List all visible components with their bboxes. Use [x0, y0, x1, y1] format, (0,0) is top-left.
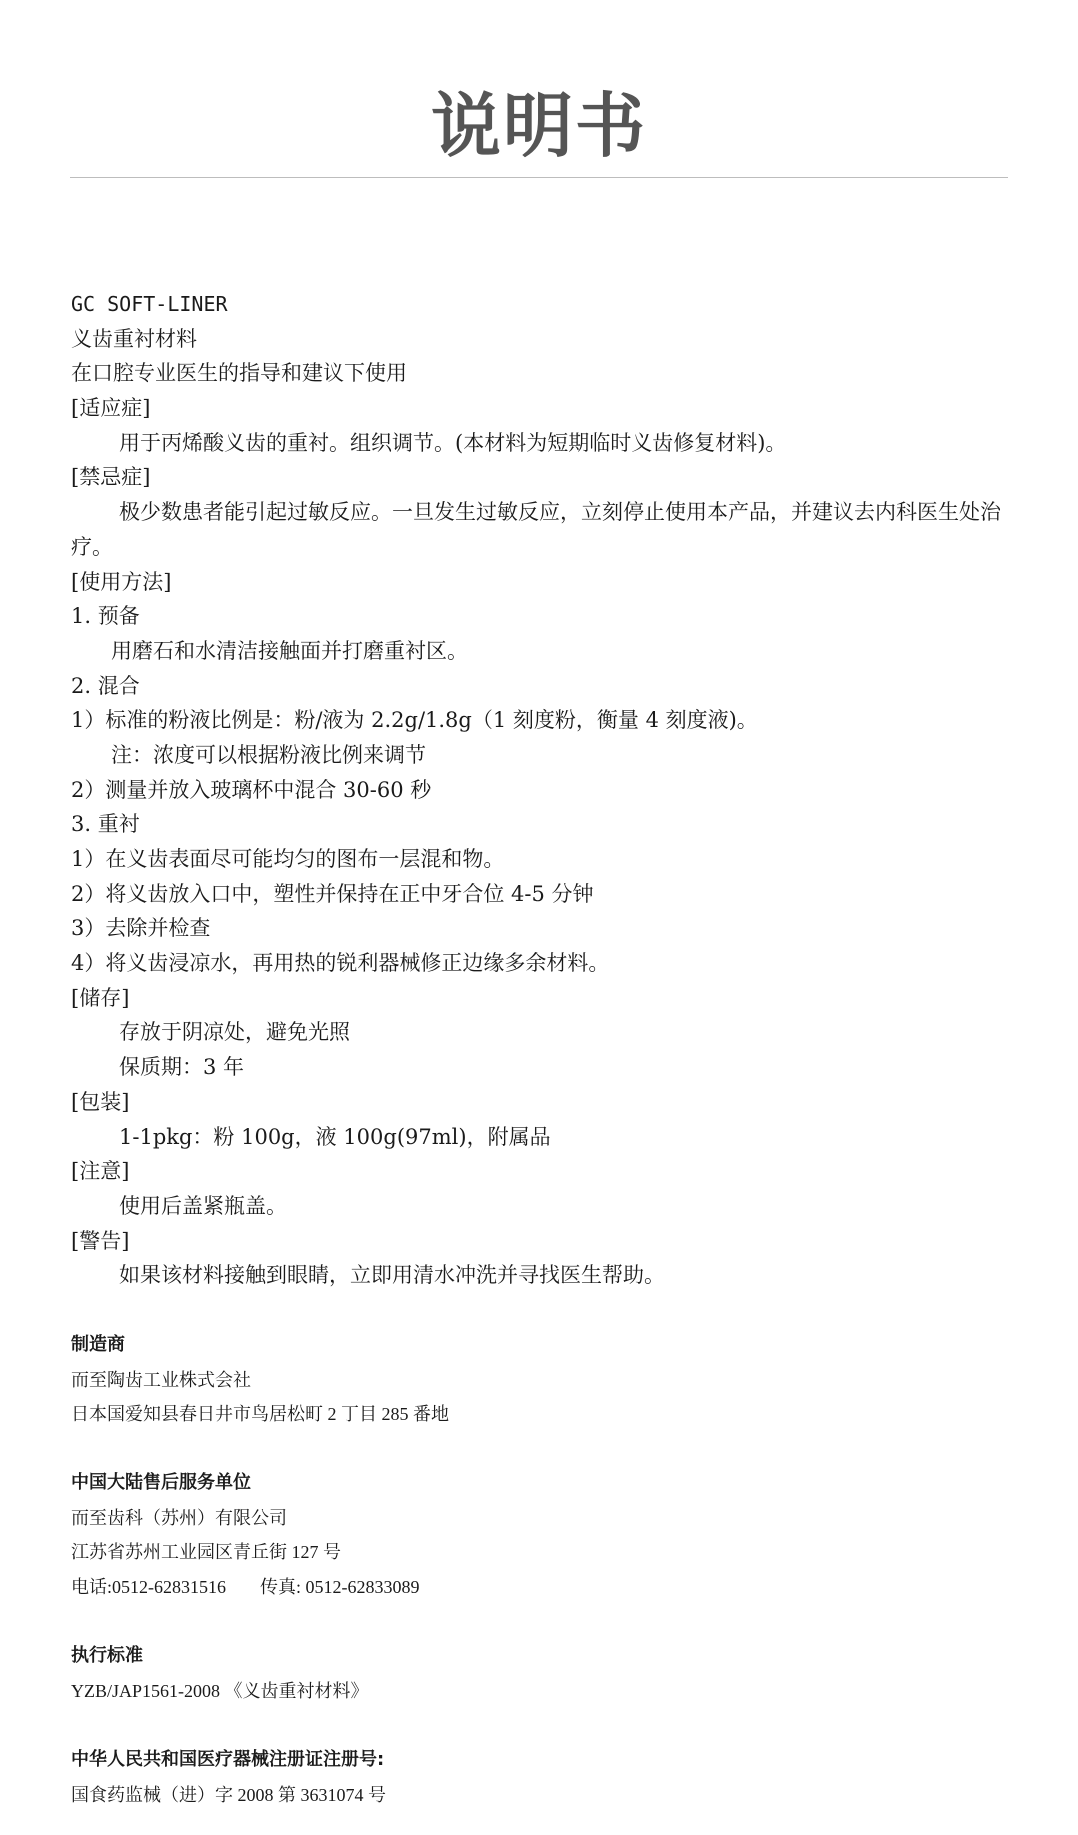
- step2-note: 注：浓度可以根据粉液比例来调节: [111, 742, 426, 767]
- warning-heading: [警告]: [71, 1228, 130, 1253]
- registration-section: [71, 1743, 1009, 1812]
- service-phone: 电话:0512-62831516: [71, 1576, 226, 1597]
- service-name: 而至齿科（苏州）有限公司: [71, 1507, 287, 1528]
- standard-heading: 执行标准: [71, 1645, 143, 1666]
- packaging-text: 1-1pkg：粉 100g，液 100g(97ml)，附属品: [119, 1124, 551, 1149]
- manufacturer-address: 日本国爱知县春日井市鸟居松町 2 丁目 285 番地: [71, 1404, 449, 1424]
- instructions-body: [71, 287, 1009, 1293]
- step2-item2: 2）测量并放入玻璃杯中混合 30-60 秒: [71, 777, 432, 802]
- warning-text: 如果该材料接触到眼睛，立即用清水冲洗并寻找医生帮助。: [119, 1263, 665, 1288]
- registration-heading: 中华人民共和国医疗器械注册证注册号:: [71, 1749, 385, 1770]
- standard-text: YZB/JAP1561-2008 《义齿重衬材料》: [71, 1680, 369, 1701]
- indications-heading: [适应症]: [71, 396, 151, 421]
- step3-item1: 1）在义齿表面尽可能均匀的图布一层混和物。: [71, 847, 505, 872]
- manufacturer-section: [71, 1328, 1009, 1432]
- step3-title: 3. 重衬: [71, 812, 140, 837]
- step1-text: 用磨石和水清洁接触面并打磨重衬区。: [111, 638, 468, 663]
- contraindications-heading: [禁忌症]: [71, 465, 151, 490]
- product-name: GC SOFT-LINER: [71, 292, 228, 316]
- page-title: 说明书: [431, 85, 647, 167]
- step1-title: 1. 预备: [71, 604, 140, 629]
- packaging-heading: [包装]: [71, 1089, 130, 1114]
- manufacturer-heading: 制造商: [71, 1334, 125, 1355]
- storage-line1: 存放于阴凉处，避免光照: [119, 1020, 350, 1045]
- contraindications-text: 极少数患者能引起过敏反应。一旦发生过敏反应，立刻停止使用本产品，并建议去内科医生处治疗。: [71, 500, 1001, 559]
- storage-heading: [储存]: [71, 985, 130, 1010]
- registration-text: 国食药监械（进）字 2008 第 3631074 号: [71, 1784, 386, 1805]
- title-divider: [70, 177, 1008, 178]
- step2-item1: 1）标准的粉液比例是：粉/液为 2.2g/1.8g（1 刻度粉，衡量 4 刻度液)。: [71, 708, 758, 733]
- service-contact: [71, 1570, 1009, 1605]
- manufacturer-name: 而至陶齿工业株式会社: [71, 1369, 251, 1390]
- usage-note: 在口腔专业医生的指导和建议下使用: [71, 361, 407, 386]
- service-fax: 传真: 0512-62833089: [260, 1576, 420, 1597]
- caution-text: 使用后盖紧瓶盖。: [119, 1193, 287, 1218]
- step3-item4: 4）将义齿浸凉水，再用热的锐利器械修正边缘多余材料。: [71, 951, 610, 976]
- indications-text: 用于丙烯酸义齿的重衬。组织调节。(本材料为短期临时义齿修复材料)。: [119, 430, 787, 455]
- step3-item2: 2）将义齿放入口中，塑性并保持在正中牙合位 4-5 分钟: [71, 881, 594, 906]
- storage-line2: 保质期：3 年: [119, 1055, 245, 1080]
- service-section: [71, 1466, 1009, 1604]
- service-heading: 中国大陆售后服务单位: [71, 1472, 251, 1493]
- standard-section: [71, 1639, 1009, 1708]
- step3-item3: 3）去除并检查: [71, 916, 211, 941]
- product-category: 义齿重衬材料: [71, 326, 197, 351]
- service-address: 江苏省苏州工业园区青丘街 127 号: [71, 1542, 341, 1562]
- caution-heading: [注意]: [71, 1159, 130, 1184]
- step2-title: 2. 混合: [71, 673, 140, 698]
- directions-heading: [使用方法]: [71, 569, 172, 594]
